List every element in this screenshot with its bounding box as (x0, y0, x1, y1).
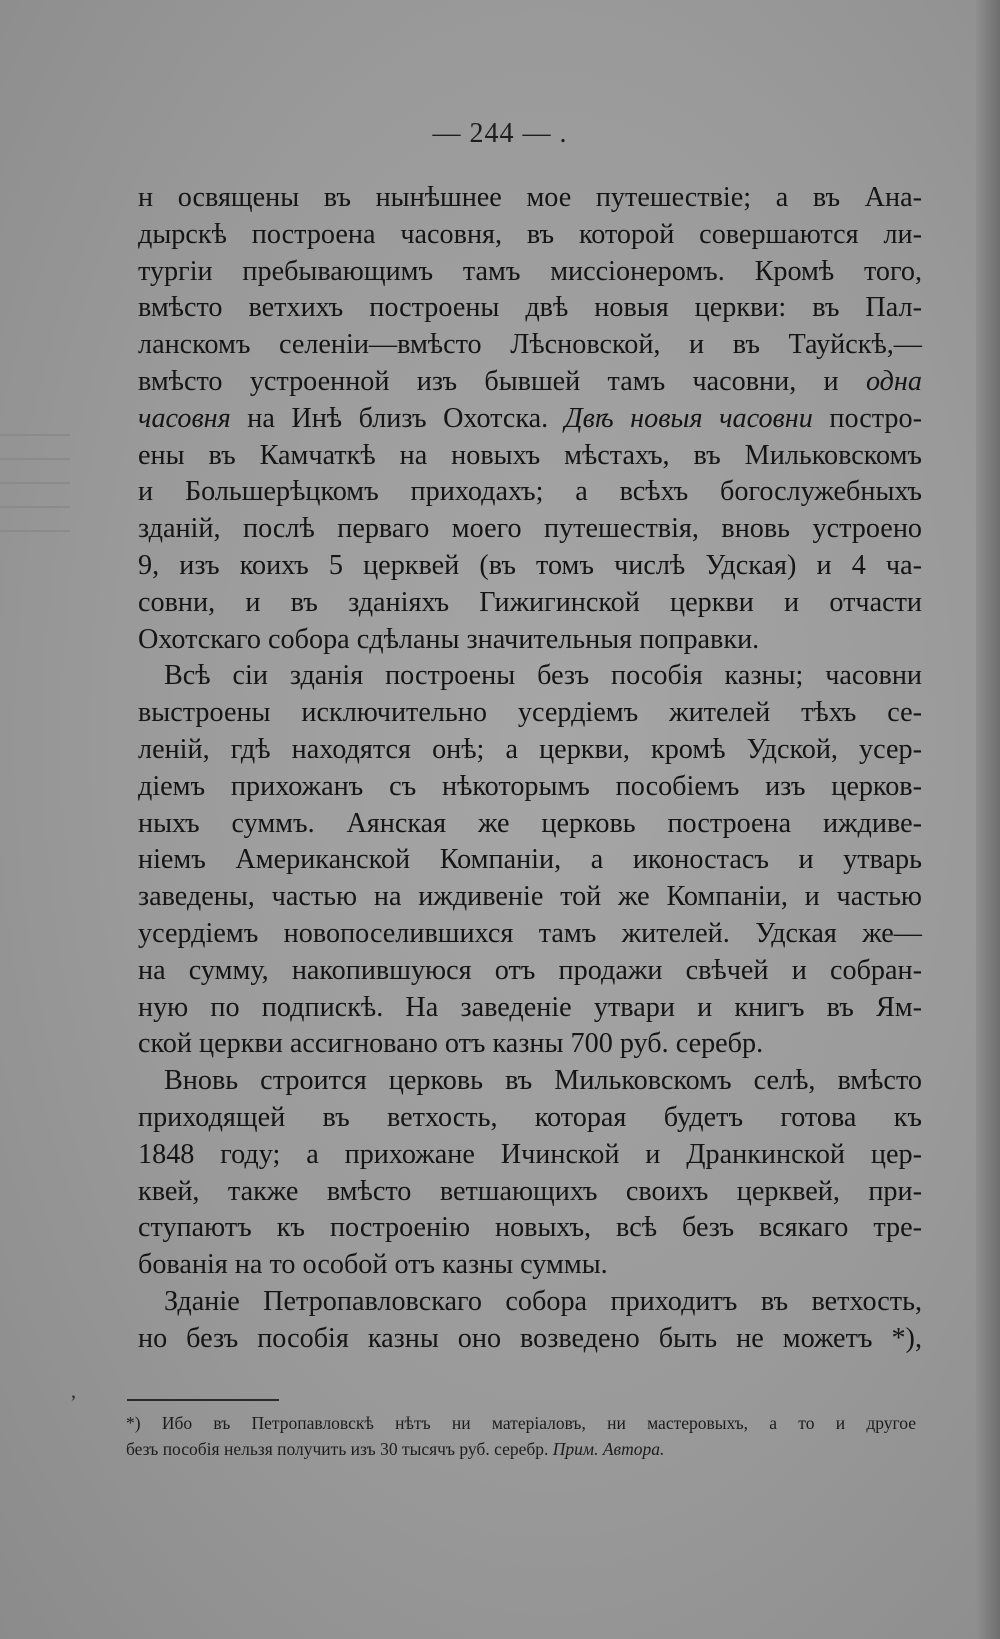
text-line: 1848 году; а прихожане Ичинской и Дранкинской цер- (138, 1138, 922, 1170)
footnote (126, 1410, 916, 1462)
text-line: ную по подпискѣ. На заведеніе утвари и книгъ въ Ям- (138, 991, 922, 1023)
text-line: приходящей въ ветхость, которая будетъ готова къ (138, 1101, 922, 1133)
text-line: квей, также вмѣсто ветшающихъ своихъ церквей, при- (138, 1175, 922, 1207)
bleed-through-shadow (0, 420, 70, 540)
text-line: Вновь строится церковь въ Мильковскомъ селѣ, вмѣсто (164, 1065, 922, 1097)
text-line: Зданіе Петропавловскаго собора приходитъ въ ветхость, (164, 1285, 922, 1317)
text-line: діемъ прихожанъ съ нѣкоторымъ пособіемъ изъ церков- (138, 770, 922, 802)
italic-run: часовня (138, 402, 231, 434)
footnote-line: *) Ибо въ Петропавловскѣ нѣтъ ни матеріаловъ, ни мастеровыхъ, а то и другое (126, 1413, 916, 1433)
text-line: и Большерѣцкомъ приходахъ; а всѣхъ богослужебныхъ (138, 476, 922, 508)
page-edge (976, 0, 1000, 1639)
text-line: 9, изъ коихъ 5 церквей (въ томъ числѣ Удская) и 4 ча- (138, 549, 922, 581)
text-line: дырскѣ построена часовня, въ которой совершаются ли- (138, 218, 922, 250)
text-line: н освящены въ нынѣшнее мое путешествіе; а въ Ана- (138, 182, 922, 213)
text-line: совни, и въ зданіяхъ Гижигинской церкви и отчасти (138, 586, 922, 618)
text-line: выстроены исключительно усердіемъ жителей тѣхъ се- (138, 697, 922, 729)
text-line: зданій, послѣ перваго моего путешествія, вновь устроено (138, 513, 922, 545)
main-text (138, 180, 922, 1358)
italic-run: Двѣ новыя часовни (564, 402, 813, 434)
text-line: ступаютъ къ построенію новыхъ, всѣ безъ всякаго тре- (138, 1212, 922, 1244)
text-line: Всѣ сіи зданія построены безъ пособія казны; часовни (164, 660, 922, 692)
italic-run: Прим. Автора. (552, 1439, 665, 1459)
text-line: ской церкви ассигновано отъ казны 700 руб. серебр. (138, 1028, 764, 1060)
text-line: Охотскаго собора сдѣланы значительныя поправки. (138, 623, 760, 655)
page-number: — 244 — . (432, 118, 568, 149)
text-run: вмѣсто устроенной изъ бывшей тамъ часовни, и (138, 365, 866, 397)
text-line: вмѣсто ветхихъ построены двѣ новыя церкви: въ Пал- (138, 292, 922, 324)
text-line: ланскомъ селеніи—вмѣсто Лѣсновской, и въ Тауйскѣ,— (138, 329, 922, 361)
footnote-rule (127, 1399, 279, 1401)
text-line: ены въ Камчаткѣ на новыхъ мѣстахъ, въ Мильковскомъ (138, 439, 922, 471)
margin-mark: ʼ (70, 1392, 77, 1414)
text-line: на сумму, накопившуюся отъ продажи свѣчей и собран- (138, 954, 922, 986)
text-line (138, 364, 922, 401)
text-line (138, 401, 922, 438)
text-line: леній, гдѣ находятся онѣ; а церкви, кромѣ Удской, усер- (138, 733, 922, 765)
text-run: на Инѣ близъ Охотска. (230, 402, 565, 434)
text-run: безъ пособія нельзя получить изъ 30 тысячъ руб. серебр. (126, 1439, 553, 1459)
text-run: постро- (812, 402, 922, 434)
italic-run: одна (865, 365, 922, 397)
text-line: тургіи пребывающимъ тамъ миссіонеромъ. Кромѣ того, (138, 255, 922, 287)
text-line: усердіемъ новопоселившихся тамъ жителей. Удская же— (138, 917, 922, 949)
text-line: бованія на то особой отъ казны суммы. (138, 1249, 608, 1281)
text-line: ніемъ Американской Компаніи, а иконостасъ и утварь (138, 844, 922, 876)
text-line: ныхъ суммъ. Аянская же церковь построена иждиве- (138, 807, 922, 839)
footnote-line (126, 1436, 916, 1462)
text-line: но безъ пособія казны оно возведено быть не можетъ *), (138, 1322, 922, 1354)
text-line: заведены, частью на иждивеніе той же Компаніи, и частью (138, 881, 922, 913)
